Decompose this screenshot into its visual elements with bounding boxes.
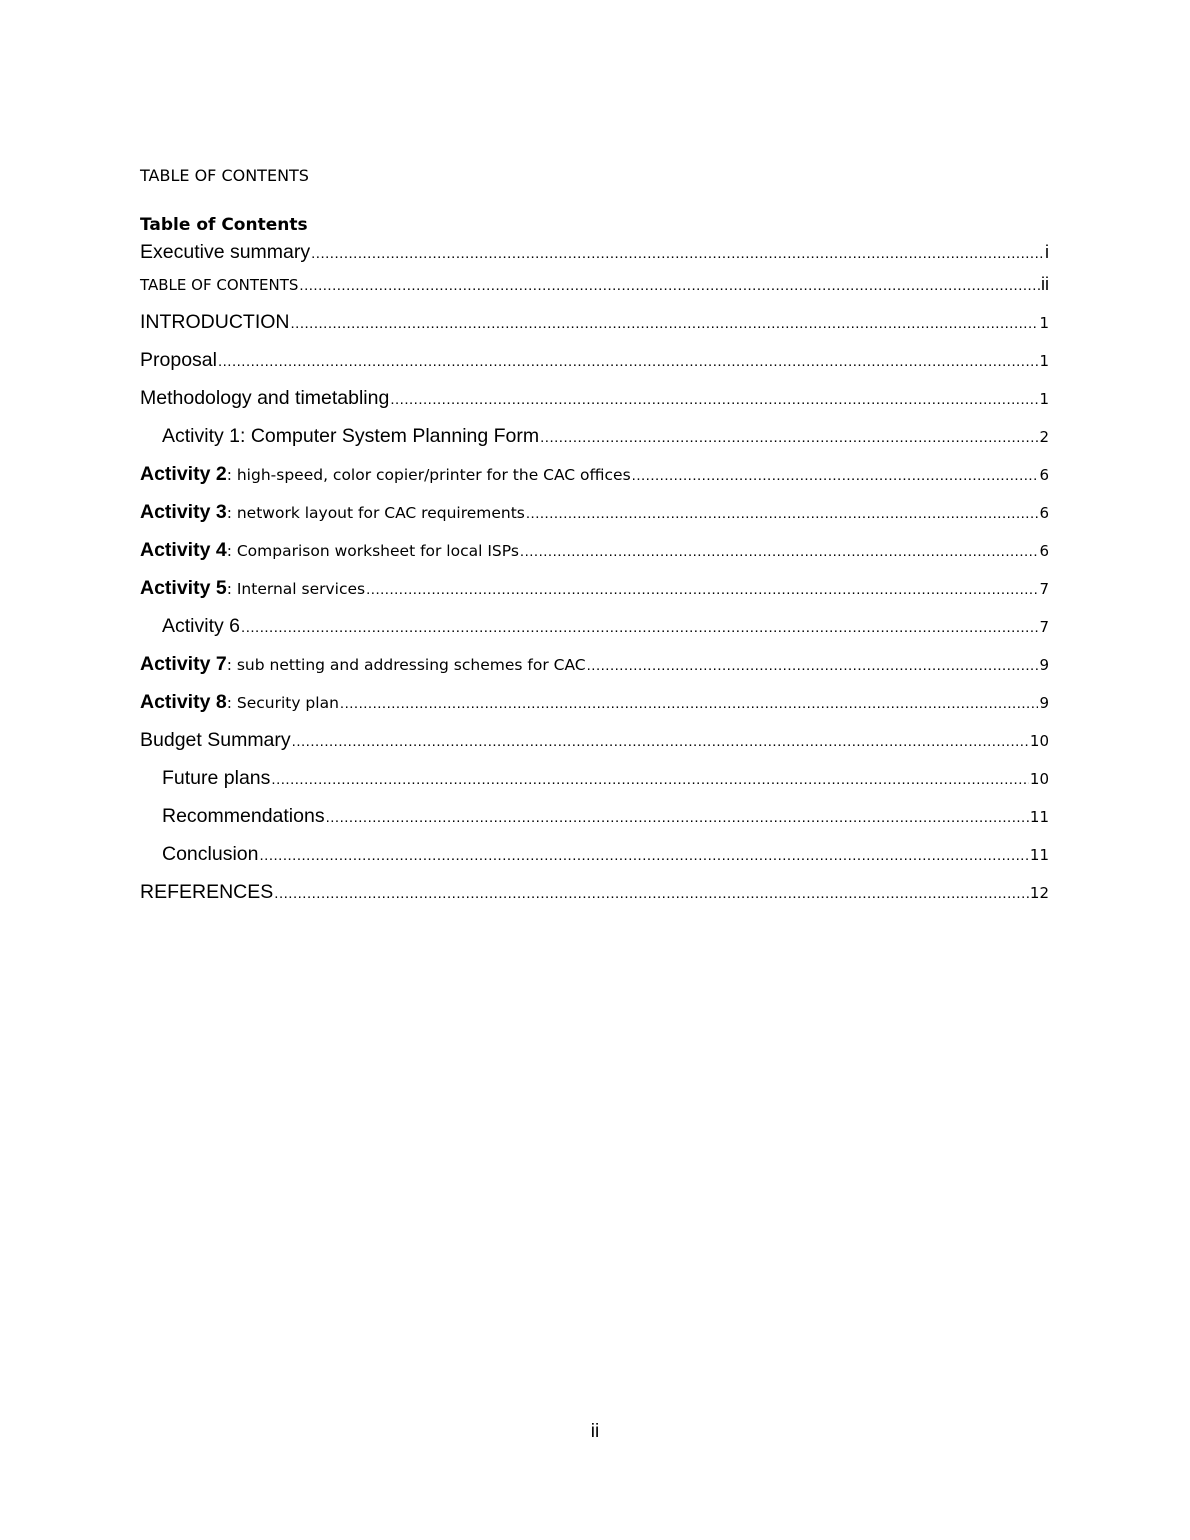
toc-entry-label: INTRODUCTION xyxy=(140,311,290,333)
toc-entry-description: : Comparison worksheet for local ISPs xyxy=(226,542,519,560)
toc-entry-activity-label: Activity 8 xyxy=(140,691,227,713)
toc-page-number: 6 xyxy=(1039,504,1049,522)
toc-page-number: 9 xyxy=(1039,694,1049,712)
toc-entry-label xyxy=(140,501,525,524)
toc-page-number: 1 xyxy=(1039,352,1049,370)
toc-leader xyxy=(326,807,1029,829)
toc-entry-label xyxy=(140,463,631,486)
toc-page-number: 2 xyxy=(1039,428,1049,446)
toc-entry-label: Methodology and timetabling xyxy=(140,387,390,409)
toc-entry-activity-6[interactable] xyxy=(140,615,1049,653)
toc-leader xyxy=(340,693,1039,715)
toc-page-number: 1 xyxy=(1039,314,1049,332)
toc-leader xyxy=(299,275,1040,297)
toc-entry-description: : network layout for CAC requirements xyxy=(226,504,525,522)
toc-page-number: i xyxy=(1045,242,1049,262)
toc-entry-introduction[interactable] xyxy=(140,311,1049,349)
toc-page-number: 6 xyxy=(1039,542,1049,560)
toc-entry-activity-8[interactable] xyxy=(140,691,1049,729)
toc-entry-label xyxy=(140,539,519,562)
toc-page-number: 6 xyxy=(1039,466,1049,484)
toc-page-number: 10 xyxy=(1029,770,1049,788)
toc-entry-label: REFERENCES xyxy=(140,881,274,903)
toc-entry-label: Activity 6 xyxy=(162,615,241,637)
toc-entry-label xyxy=(140,653,586,676)
table-of-contents xyxy=(140,241,1049,919)
toc-entry-label: Proposal xyxy=(140,349,217,371)
toc-entry-table-of-contents[interactable] xyxy=(140,273,1049,311)
toc-entry-executive-summary[interactable] xyxy=(140,241,1049,273)
toc-entry-recommendations[interactable] xyxy=(140,805,1049,843)
toc-entry-references[interactable] xyxy=(140,881,1049,919)
toc-page-number: 12 xyxy=(1029,884,1049,902)
toc-leader xyxy=(390,389,1038,411)
toc-entry-label: TABLE OF CONTENTS xyxy=(140,276,299,294)
page-heading: TABLE OF CONTENTS xyxy=(140,166,309,185)
toc-leader xyxy=(587,655,1039,677)
toc-leader xyxy=(274,883,1029,905)
toc-entry-activity-2[interactable] xyxy=(140,463,1049,501)
toc-entry-activity-3[interactable] xyxy=(140,501,1049,539)
toc-page-number: 1 xyxy=(1039,390,1049,408)
toc-entry-description: : Security plan xyxy=(226,694,339,712)
toc-leader xyxy=(632,465,1039,487)
toc-entry-budget-summary[interactable] xyxy=(140,729,1049,767)
toc-entry-label xyxy=(140,691,339,714)
toc-page-number: 7 xyxy=(1039,618,1049,636)
toc-entry-activity-label: Activity 2 xyxy=(140,463,227,485)
toc-entry-label: Executive summary xyxy=(140,241,311,263)
toc-entry-activity-label: Activity 3 xyxy=(140,501,227,523)
toc-entry-activity-label: Activity 5 xyxy=(140,577,227,599)
toc-leader xyxy=(520,541,1039,563)
toc-entry-activity-7[interactable] xyxy=(140,653,1049,691)
toc-entry-label: Budget Summary xyxy=(140,729,291,751)
toc-entry-conclusion[interactable] xyxy=(140,843,1049,881)
toc-entry-future-plans[interactable] xyxy=(140,767,1049,805)
toc-entry-activity-1[interactable] xyxy=(140,425,1049,463)
toc-leader xyxy=(218,351,1038,373)
toc-entry-label: Activity 1: Computer System Planning Form xyxy=(162,425,540,447)
toc-entry-label: Conclusion xyxy=(162,843,259,865)
toc-entry-label: Future plans xyxy=(162,767,271,789)
toc-leader xyxy=(540,427,1038,449)
toc-entry-activity-label: Activity 4 xyxy=(140,539,227,561)
toc-leader xyxy=(526,503,1039,525)
toc-entry-activity-5[interactable] xyxy=(140,577,1049,615)
toc-page-number: ii xyxy=(1041,274,1049,294)
toc-leader xyxy=(291,313,1039,335)
toc-leader xyxy=(292,731,1029,753)
toc-leader xyxy=(271,769,1029,791)
toc-page-number: 10 xyxy=(1029,732,1049,750)
toc-leader xyxy=(241,617,1038,639)
toc-entry-label xyxy=(140,577,365,600)
toc-page-number: 11 xyxy=(1029,846,1049,864)
toc-leader xyxy=(366,579,1038,601)
toc-page-number: 11 xyxy=(1029,808,1049,826)
toc-title: Table of Contents xyxy=(140,215,308,235)
toc-page-number: 7 xyxy=(1039,580,1049,598)
toc-entry-methodology[interactable] xyxy=(140,387,1049,425)
toc-entry-description: : sub netting and addressing schemes for CAC xyxy=(226,656,586,674)
toc-leader xyxy=(259,845,1028,867)
toc-page-number: 9 xyxy=(1039,656,1049,674)
toc-entry-description: : Internal services xyxy=(226,580,366,598)
toc-entry-activity-label: Activity 7 xyxy=(140,653,227,675)
toc-entry-label: Recommendations xyxy=(162,805,325,827)
toc-entry-description: : high-speed, color copier/printer for the CAC offices xyxy=(226,466,631,484)
toc-entry-proposal[interactable] xyxy=(140,349,1049,387)
toc-entry-activity-4[interactable] xyxy=(140,539,1049,577)
footer-page-number: ii xyxy=(590,1421,600,1442)
toc-leader xyxy=(311,243,1044,265)
